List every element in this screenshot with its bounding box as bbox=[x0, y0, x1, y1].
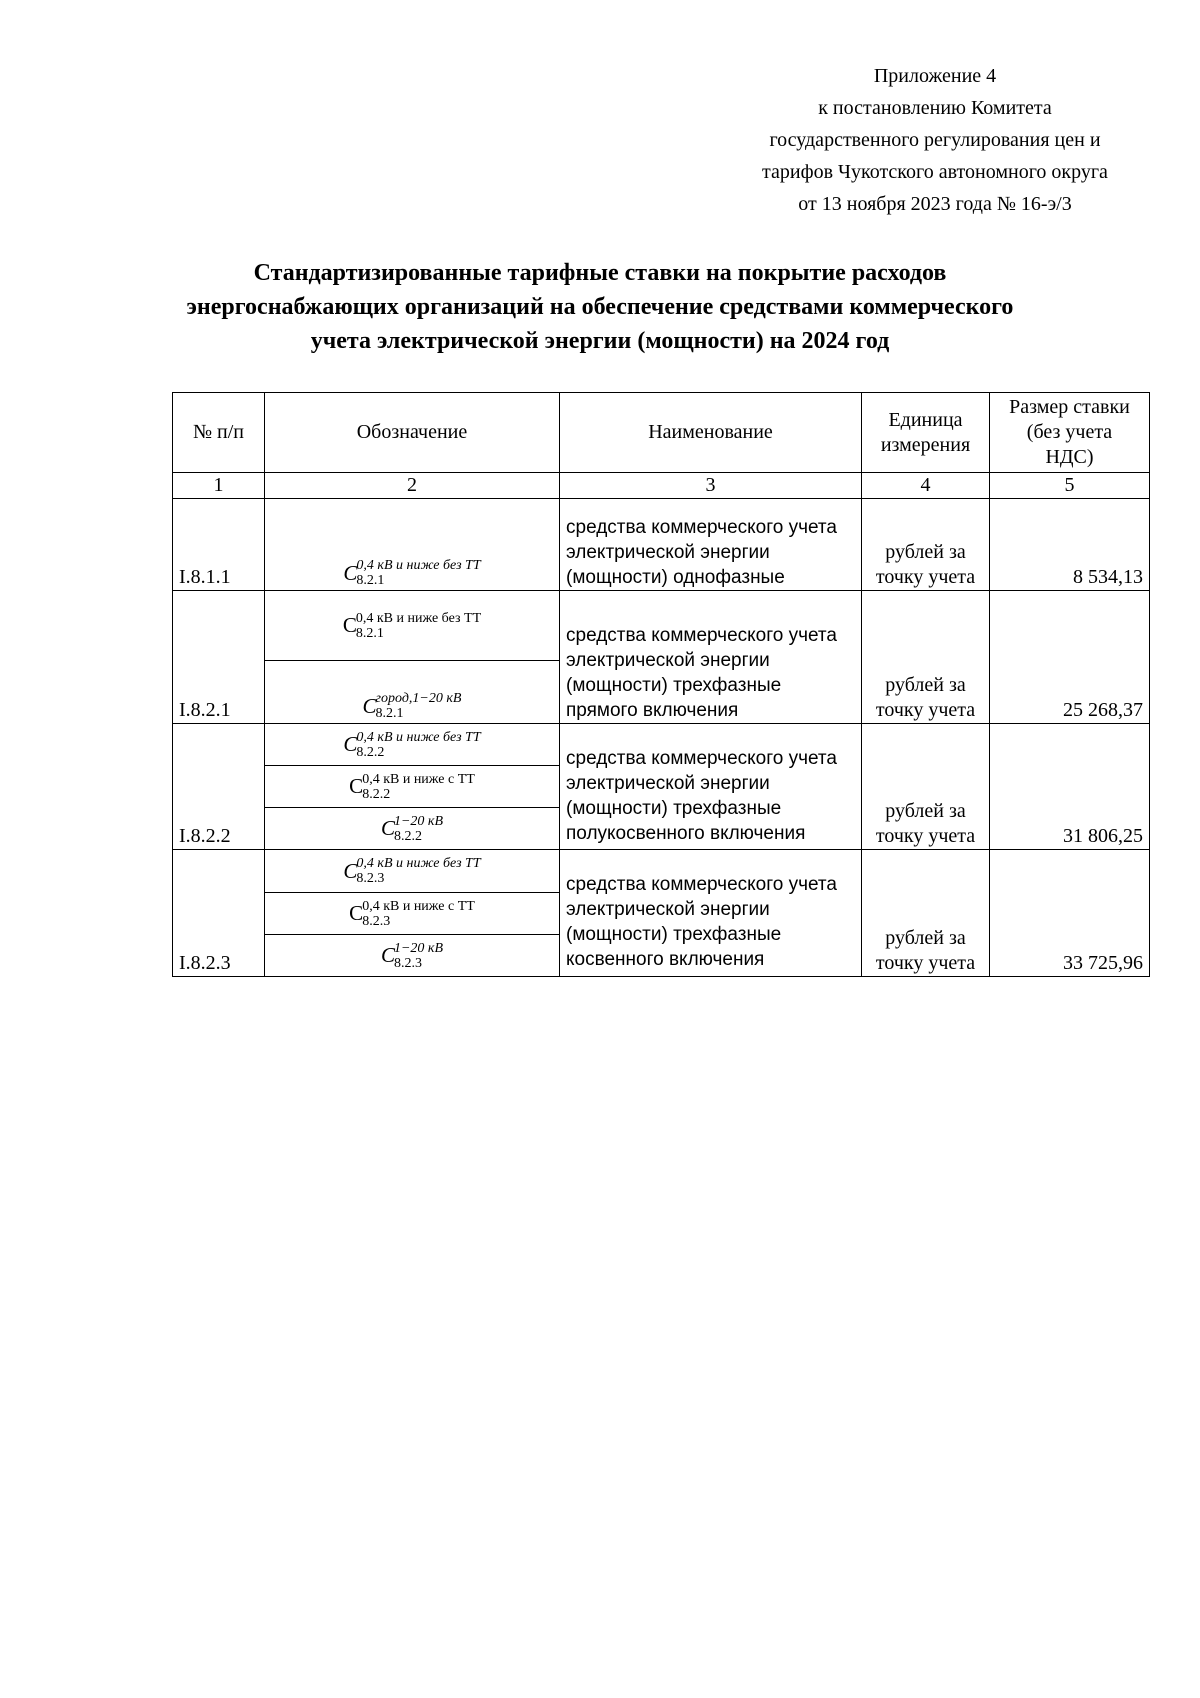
header-no: № п/п bbox=[173, 393, 265, 473]
unit-cell: рублей за точку учета bbox=[862, 850, 990, 977]
tariff-table bbox=[172, 392, 1150, 977]
tariff-symbol: C 0,4 кВ и ниже с ТТ 8.2.2 bbox=[349, 771, 475, 802]
document-title bbox=[150, 256, 1050, 358]
name-cell: средства коммерческого учета электрической энергии (мощности) трехфазные прямого включения bbox=[560, 591, 862, 724]
title-line: Стандартизированные тарифные ставки на покрытие расходов bbox=[253, 260, 947, 286]
name-cell: средства коммерческого учета электрической энергии (мощности) трехфазные полукосвенного включения bbox=[560, 724, 862, 850]
tariff-symbol: C город,1−20 кВ 8.2.1 bbox=[362, 691, 462, 721]
table-row bbox=[173, 850, 1150, 893]
column-number: 1 bbox=[173, 473, 265, 499]
row-number: I.8.2.1 bbox=[173, 591, 265, 724]
header-name: Наименование bbox=[560, 393, 862, 473]
tariff-symbol: C 0,4 кВ и ниже без ТТ 8.2.1 bbox=[342, 610, 482, 641]
row-number: I.8.2.2 bbox=[173, 724, 265, 850]
header-unit-line: измерения bbox=[880, 433, 971, 456]
designation-cell bbox=[265, 661, 560, 724]
table-row bbox=[173, 591, 1150, 661]
header-rate-line: (без учета bbox=[1026, 421, 1113, 443]
appendix-line: к постановлению Комитета bbox=[818, 97, 1052, 119]
designation-cell bbox=[265, 591, 560, 661]
designation-cell bbox=[265, 766, 560, 808]
header-rate bbox=[990, 393, 1150, 473]
appendix-line: тарифов Чукотского автономного округа bbox=[762, 161, 1108, 183]
unit-cell: рублей за точку учета bbox=[862, 724, 990, 850]
column-number: 4 bbox=[862, 473, 990, 499]
rate-cell: 33 725,96 bbox=[990, 850, 1150, 977]
header-row bbox=[173, 393, 1150, 473]
name-cell: средства коммерческого учета электрической энергии (мощности) однофазные bbox=[560, 499, 862, 591]
tariff-symbol: C 0,4 кВ и ниже без ТТ 8.2.1 bbox=[343, 558, 481, 588]
appendix-line: Приложение 4 bbox=[873, 65, 997, 87]
name-cell: средства коммерческого учета электрической энергии (мощности) трехфазные косвенного включения bbox=[560, 850, 862, 977]
row-number: I.8.1.1 bbox=[173, 499, 265, 591]
title-line: учета электрической энергии (мощности) на 2024 год bbox=[310, 328, 890, 354]
row-number: I.8.2.3 bbox=[173, 850, 265, 977]
appendix-line: государственного регулирования цен и bbox=[769, 129, 1101, 151]
unit-cell: рублей за точку учета bbox=[862, 591, 990, 724]
column-number: 5 bbox=[990, 473, 1150, 499]
column-number-row bbox=[173, 473, 1150, 499]
header-designation: Обозначение bbox=[265, 393, 560, 473]
designation-cell bbox=[265, 850, 560, 893]
rate-cell: 8 534,13 bbox=[990, 499, 1150, 591]
header-rate-line: НДС) bbox=[1045, 446, 1094, 468]
designation-cell bbox=[265, 935, 560, 977]
tariff-symbol: C 0,4 кВ и ниже с ТТ 8.2.3 bbox=[349, 898, 475, 929]
rate-cell: 25 268,37 bbox=[990, 591, 1150, 724]
table-row bbox=[173, 724, 1150, 766]
header-rate-line: Размер ставки bbox=[1009, 396, 1130, 418]
appendix-block bbox=[700, 60, 1170, 220]
column-number: 3 bbox=[560, 473, 862, 499]
designation-cell bbox=[265, 808, 560, 850]
header-unit-line: Единица bbox=[888, 408, 963, 431]
table-row bbox=[173, 499, 1150, 591]
rate-cell: 31 806,25 bbox=[990, 724, 1150, 850]
tariff-symbol: C 1−20 кВ 8.2.2 bbox=[380, 813, 444, 844]
title-line: энергоснабжающих организаций на обеспечение средствами коммерческого bbox=[186, 294, 1014, 320]
unit-cell: рублей за точку учета bbox=[862, 499, 990, 591]
header-unit bbox=[862, 393, 990, 473]
designation-cell bbox=[265, 724, 560, 766]
appendix-line: от 13 ноября 2023 года № 16-э/3 bbox=[798, 193, 1072, 215]
tariff-symbol: C 1−20 кВ 8.2.3 bbox=[380, 940, 444, 971]
tariff-symbol: C 0,4 кВ и ниже без ТТ 8.2.3 bbox=[343, 856, 481, 886]
designation-cell bbox=[265, 893, 560, 935]
column-number: 2 bbox=[265, 473, 560, 499]
tariff-symbol: C 0,4 кВ и ниже без ТТ 8.2.2 bbox=[343, 729, 481, 760]
designation-cell bbox=[265, 499, 560, 591]
